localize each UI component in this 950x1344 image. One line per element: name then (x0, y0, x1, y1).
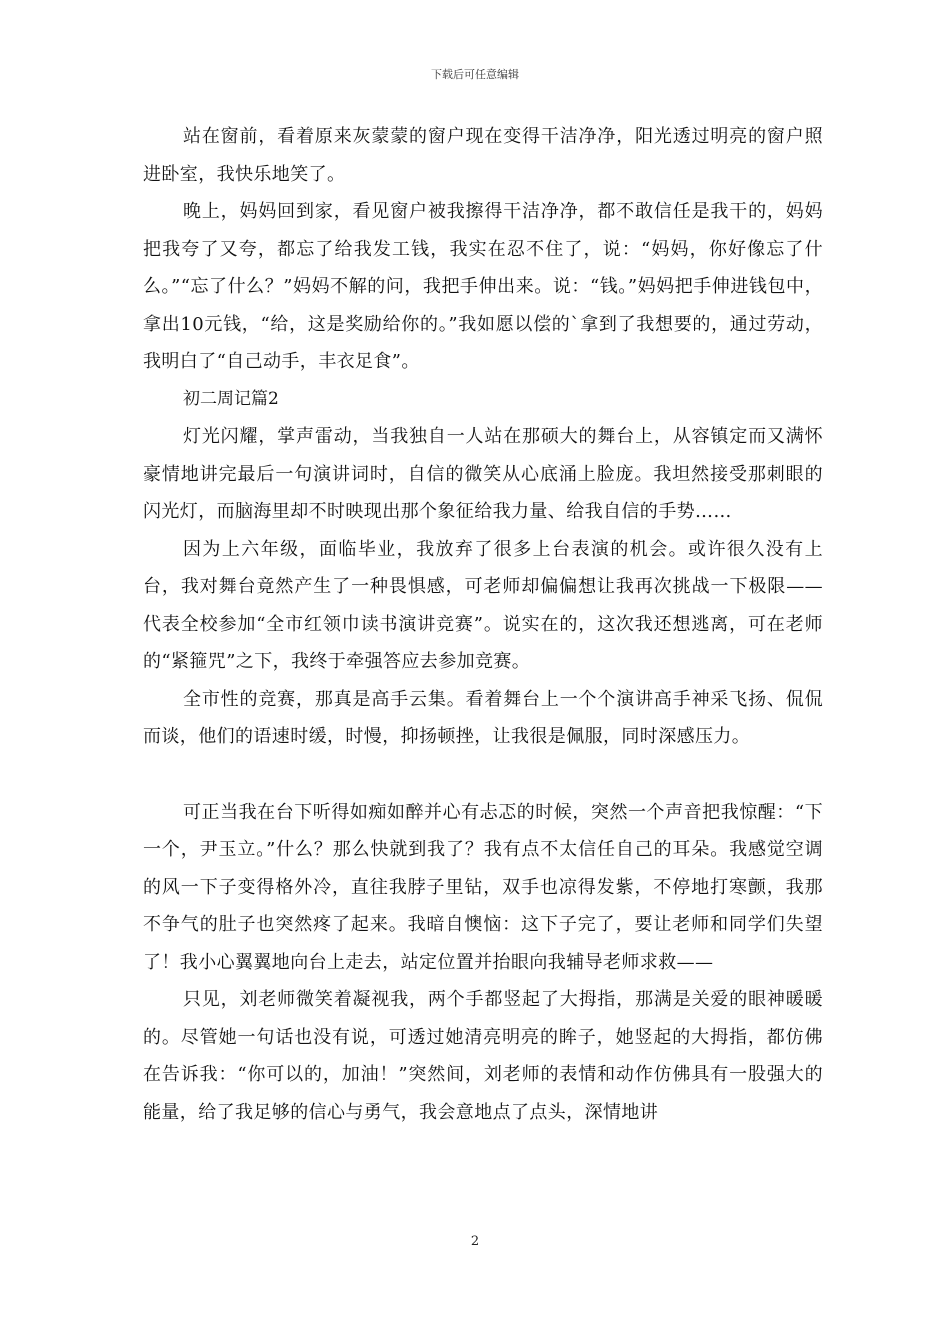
paragraph-stage: 灯光闪耀，掌声雷动，当我独自一人站在那硕大的舞台上，从容镇定而又满怀豪情地讲完最后一句演讲词时，自信的微笑从心底涌上脸庞。我坦然接受那刺眼的闪光灯，而脑海里却不时映现出那个象征给我力量、给我自信的手势…… (143, 426, 823, 522)
paragraph-gap (143, 756, 823, 794)
paragraph-sixth-grade: 因为上六年级，面临毕业，我放弃了很多上台表演的机会。或许很久没有上台，我对舞台竟然产生了一种畏惧感，可老师却偏偏想让我再次挑战一下极限——代表全校参加“全市红领巾读书演讲竞赛”。说实在的，这次我还想逃离，可在老师的“紧箍咒”之下，我终于牵强答应去参加竞赛。 (143, 538, 823, 672)
paragraph-teacher: 只见，刘老师微笑着凝视我，两个手都竖起了大拇指，那满是关爱的眼神暖暖的。尽管她一句话也没有说，可透过她清亮明亮的眸子，她竖起的大拇指，都仿佛在告诉我：“你可以的，加油！”突然间，刘老师的表情和动作仿佛具有一股强大的能量，给了我足够的信心与勇气，我会意地点了点头，深情地讲 (143, 989, 823, 1123)
paragraph-evening: 晚上，妈妈回到家，看见窗户被我擦得干洁净净，都不敢信任是我干的，妈妈把我夸了又夸，都忘了给我发工钱，我实在忍不住了，说：“妈妈，你好像忘了什么。”“忘了什么？”妈妈不解的问，我把手伸出来。说：“钱。”妈妈把手伸进钱包中，拿出10元钱，“给，这是奖励给你的。”我如愿以偿的`拿到了我想要的，通过劳动，我明白了“自己动手，丰衣足食”。 (143, 201, 823, 372)
paragraph-next-speaker: 可正当我在台下听得如痴如醉并心有忐忑的时候，突然一个声音把我惊醒：“下一个，尹玉立。”什么？那么快就到我了？我有点不太信任自己的耳朵。我感觉空调的风一下子变得格外冷，直往我脖子里钻，双手也凉得发紫，不停地打寒颤，我那不争气的肚子也突然疼了起来。我暗自懊恼：这下子完了，要让老师和同学们失望了！我小心翼翼地向台上走去，站定位置并抬眼向我辅导老师求救—— (143, 801, 823, 973)
page-number: 2 (470, 1234, 480, 1249)
paragraph-competition: 全市性的竞赛，那真是高手云集。看着舞台上一个个演讲高手神采飞扬、侃侃而谈，他们的语速时缓，时慢，抑扬顿挫，让我很是佩服，同时深感压力。 (143, 688, 823, 747)
page-header: 下载后可任意编辑 (431, 68, 519, 81)
section-heading: 初二周记篇2 (183, 388, 279, 409)
document-body (143, 118, 823, 1131)
paragraph-window: 站在窗前，看着原来灰蒙蒙的窗户现在变得干洁净净，阳光透过明亮的窗户照进卧室，我快乐地笑了。 (143, 126, 823, 185)
